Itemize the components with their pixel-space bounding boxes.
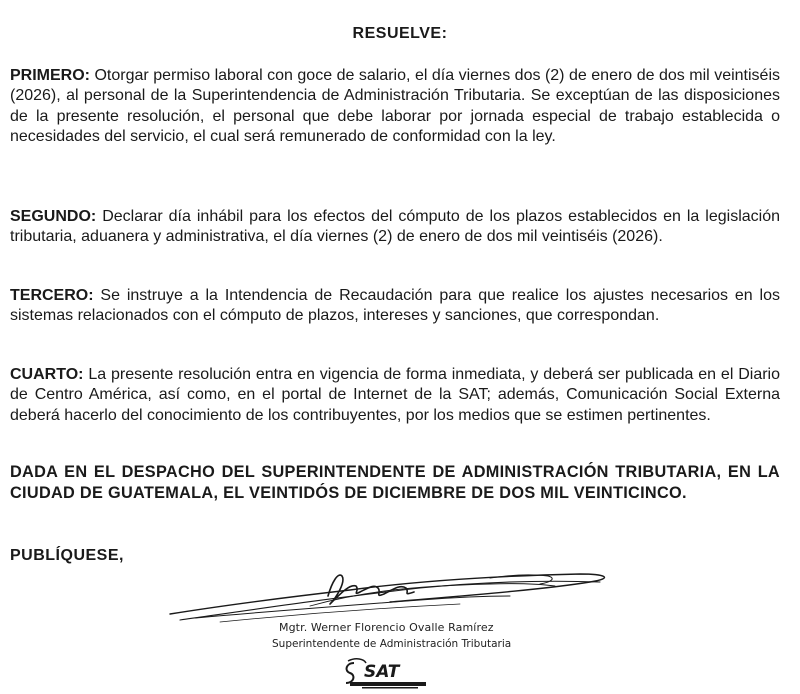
article-lead: CUARTO: [10, 366, 84, 383]
article-text: Se instruye a la Intendencia de Recaudación para que realice los ajustes necesarios en los sistemas relacionados con el cómputo de plazos, intereses y sanciones, que correspondan. [10, 287, 780, 325]
article-text: Otorgar permiso laboral con goce de salario, el día viernes dos (2) de enero de dos mil veintiséis (2026), al personal de la Superintendencia de Administración Tributaria. Se exceptúan de las disposiciones de la presente resolución, el personal que debe laborar por jornada especial de trabajo establecida o necesidades del servicio, el cual será remunerado de conformidad con la ley. [10, 67, 780, 146]
article-lead: PRIMERO: [10, 67, 90, 84]
article-segundo [10, 207, 780, 248]
article-cuarto [10, 365, 780, 426]
sat-logo-stamp [342, 653, 434, 691]
article-lead: TERCERO: [10, 287, 94, 304]
article-lead: SEGUNDO: [10, 208, 97, 225]
publiquese-label: PUBLÍQUESE, [10, 547, 124, 564]
article-text: La presente resolución entra en vigencia de forma inmediata, y deberá ser publicada en el Diario de Centro América, así como, en el portal de Internet de la SAT; además, Comunicación Social Externa deberá hacerlo del conocimiento de los contribuyentes, por los medios que se estimen pertinentes. [10, 366, 780, 424]
article-tercero [10, 286, 780, 327]
signer-title: Superintendente de Administración Tributaria [272, 638, 512, 650]
closing-statement: DADA EN EL DESPACHO DEL SUPERINTENDENTE DE ADMINISTRACIÓN TRIBUTARIA, EN LA CIUDAD DE GUATEMALA, EL VEINTIDÓS DE DICIEMBRE DE DOS MIL VEINTICINCO. [10, 463, 780, 502]
article-primero [10, 66, 780, 148]
signer-name: Mgtr. Werner Florencio Ovalle Ramírez [279, 621, 494, 634]
stamp-text: SAT [364, 662, 400, 682]
article-text: Declarar día inhábil para los efectos del cómputo de los plazos establecidos en la legislación tributaria, aduanera y administrativa, el día viernes (2) de enero de dos mil veintiséis (2026). [10, 208, 780, 246]
resolution-heading: RESUELVE: [352, 25, 448, 42]
